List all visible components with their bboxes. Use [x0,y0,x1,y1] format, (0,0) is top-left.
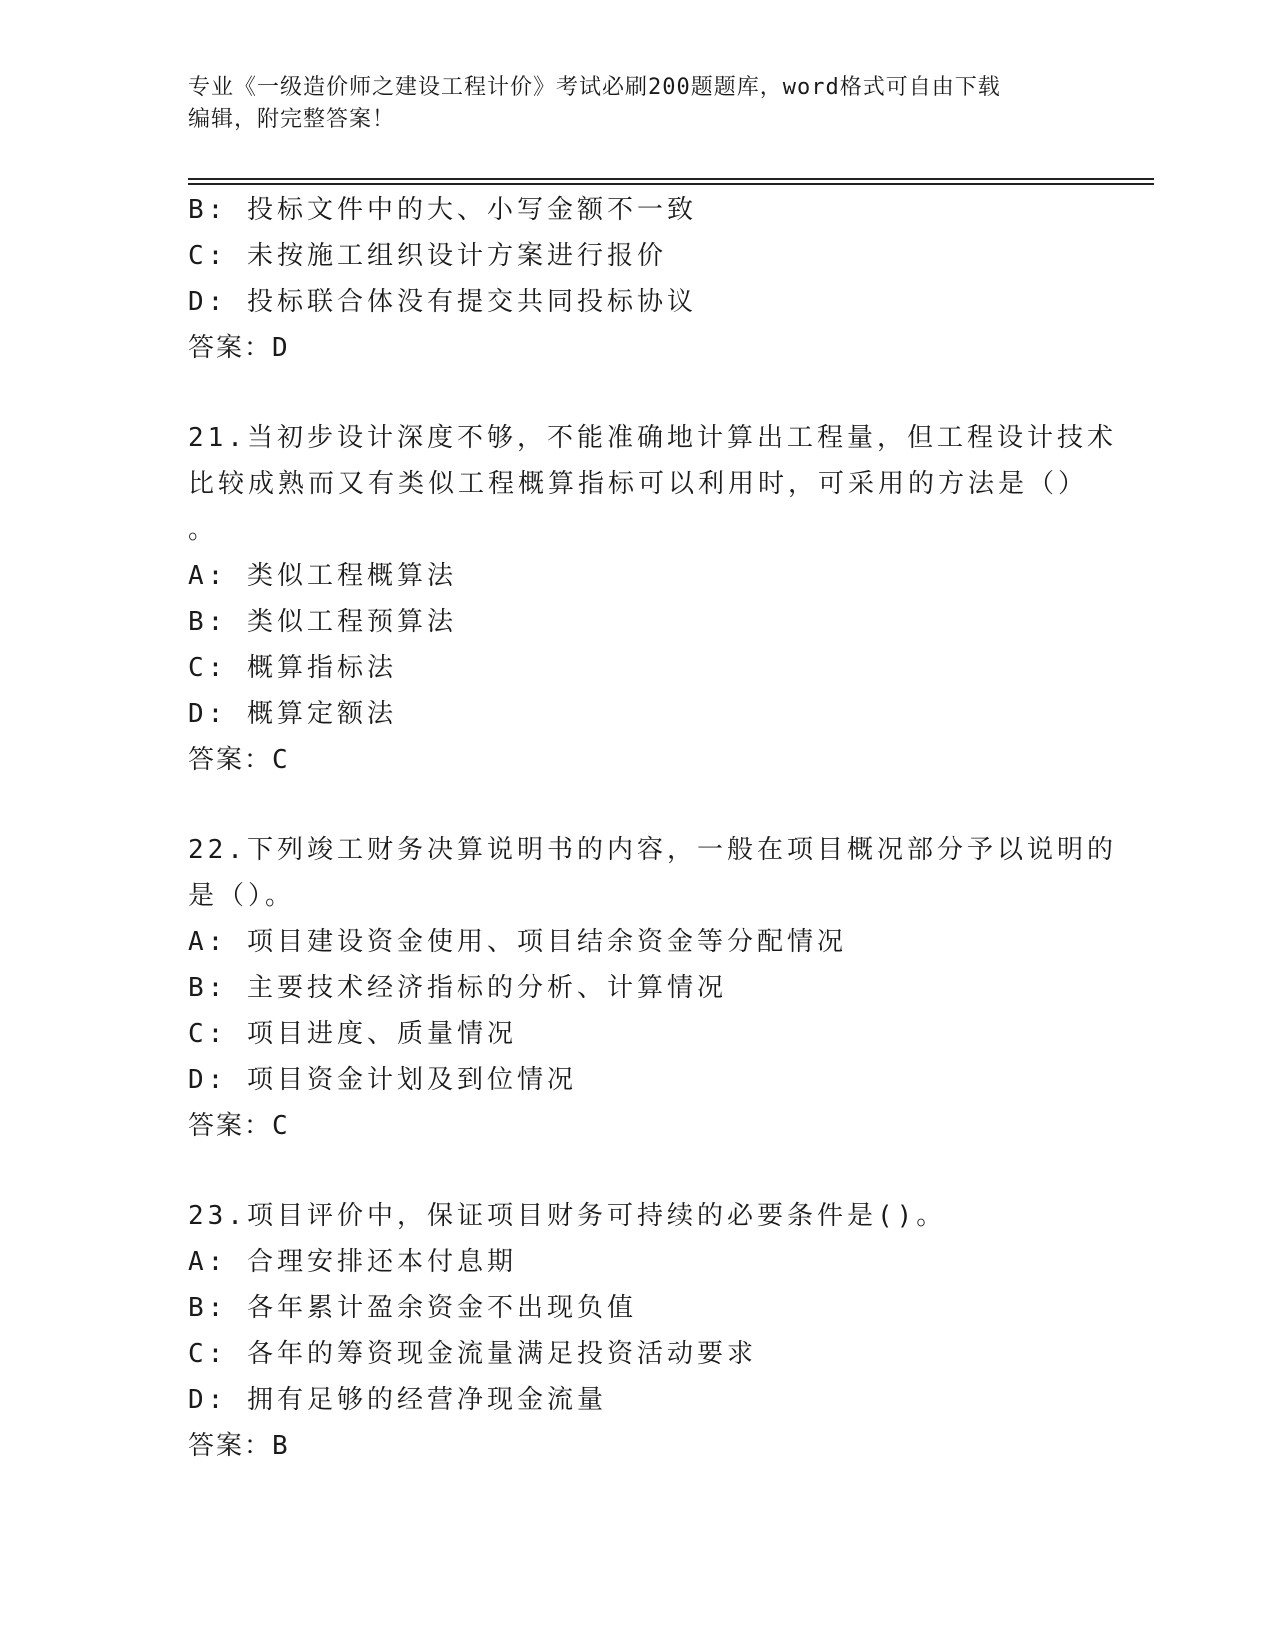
header-divider-top [188,178,1154,180]
option-a: A: 项目建设资金使用、项目结余资金等分配情况 [188,927,847,957]
question-text: 是（）。 [188,881,296,911]
header-divider-bottom [188,183,1154,185]
option-c: C: 概算指标法 [188,653,397,683]
document-header [188,72,1088,136]
answer: 答案：C [188,1111,290,1141]
header-line-1: 专业《一级造价师之建设工程计价》考试必刷200题题库，word格式可自由下载 [188,75,1001,100]
option-b: B: 投标文件中的大、小写金额不一致 [188,195,697,225]
option-c: C: 项目进度、质量情况 [188,1019,517,1049]
answer: 答案：C [188,745,290,775]
question-text: 23.项目评价中，保证项目财务可持续的必要条件是()。 [188,1201,947,1231]
option-b: B: 类似工程预算法 [188,607,457,637]
option-c: C: 各年的筹资现金流量满足投资活动要求 [188,1339,757,1369]
option-b: B: 主要技术经济指标的分析、计算情况 [188,973,727,1003]
question-23 [188,1193,1088,1469]
question-text: 。 [188,515,219,545]
question-text: 比较成熟而又有类似工程概算指标可以利用时，可采用的方法是（） [188,469,1089,499]
question-21 [188,415,1117,783]
question-text: 22.下列竣工财务决算说明书的内容，一般在项目概况部分予以说明的 [188,835,1117,865]
header-line-2: 编辑，附完整答案！ [188,107,396,132]
spacer [188,371,1088,415]
option-d: D: 投标联合体没有提交共同投标协议 [188,287,697,317]
option-c: C: 未按施工组织设计方案进行报价 [188,241,667,271]
answer: 答案：D [188,333,290,363]
option-d: D: 项目资金计划及到位情况 [188,1065,577,1095]
option-a: A: 类似工程概算法 [188,561,457,591]
question-list [188,187,1117,1469]
spacer [188,783,1088,827]
option-d: D: 拥有足够的经营净现金流量 [188,1385,607,1415]
question-22 [188,827,1117,1149]
spacer [188,1149,1088,1193]
answer: 答案：B [188,1431,290,1461]
option-a: A: 合理安排还本付息期 [188,1247,517,1277]
question-20-tail [188,187,1088,371]
option-b: B: 各年累计盈余资金不出现负值 [188,1293,637,1323]
option-d: D: 概算定额法 [188,699,397,729]
question-text: 21.当初步设计深度不够，不能准确地计算出工程量，但工程设计技术 [188,423,1117,453]
